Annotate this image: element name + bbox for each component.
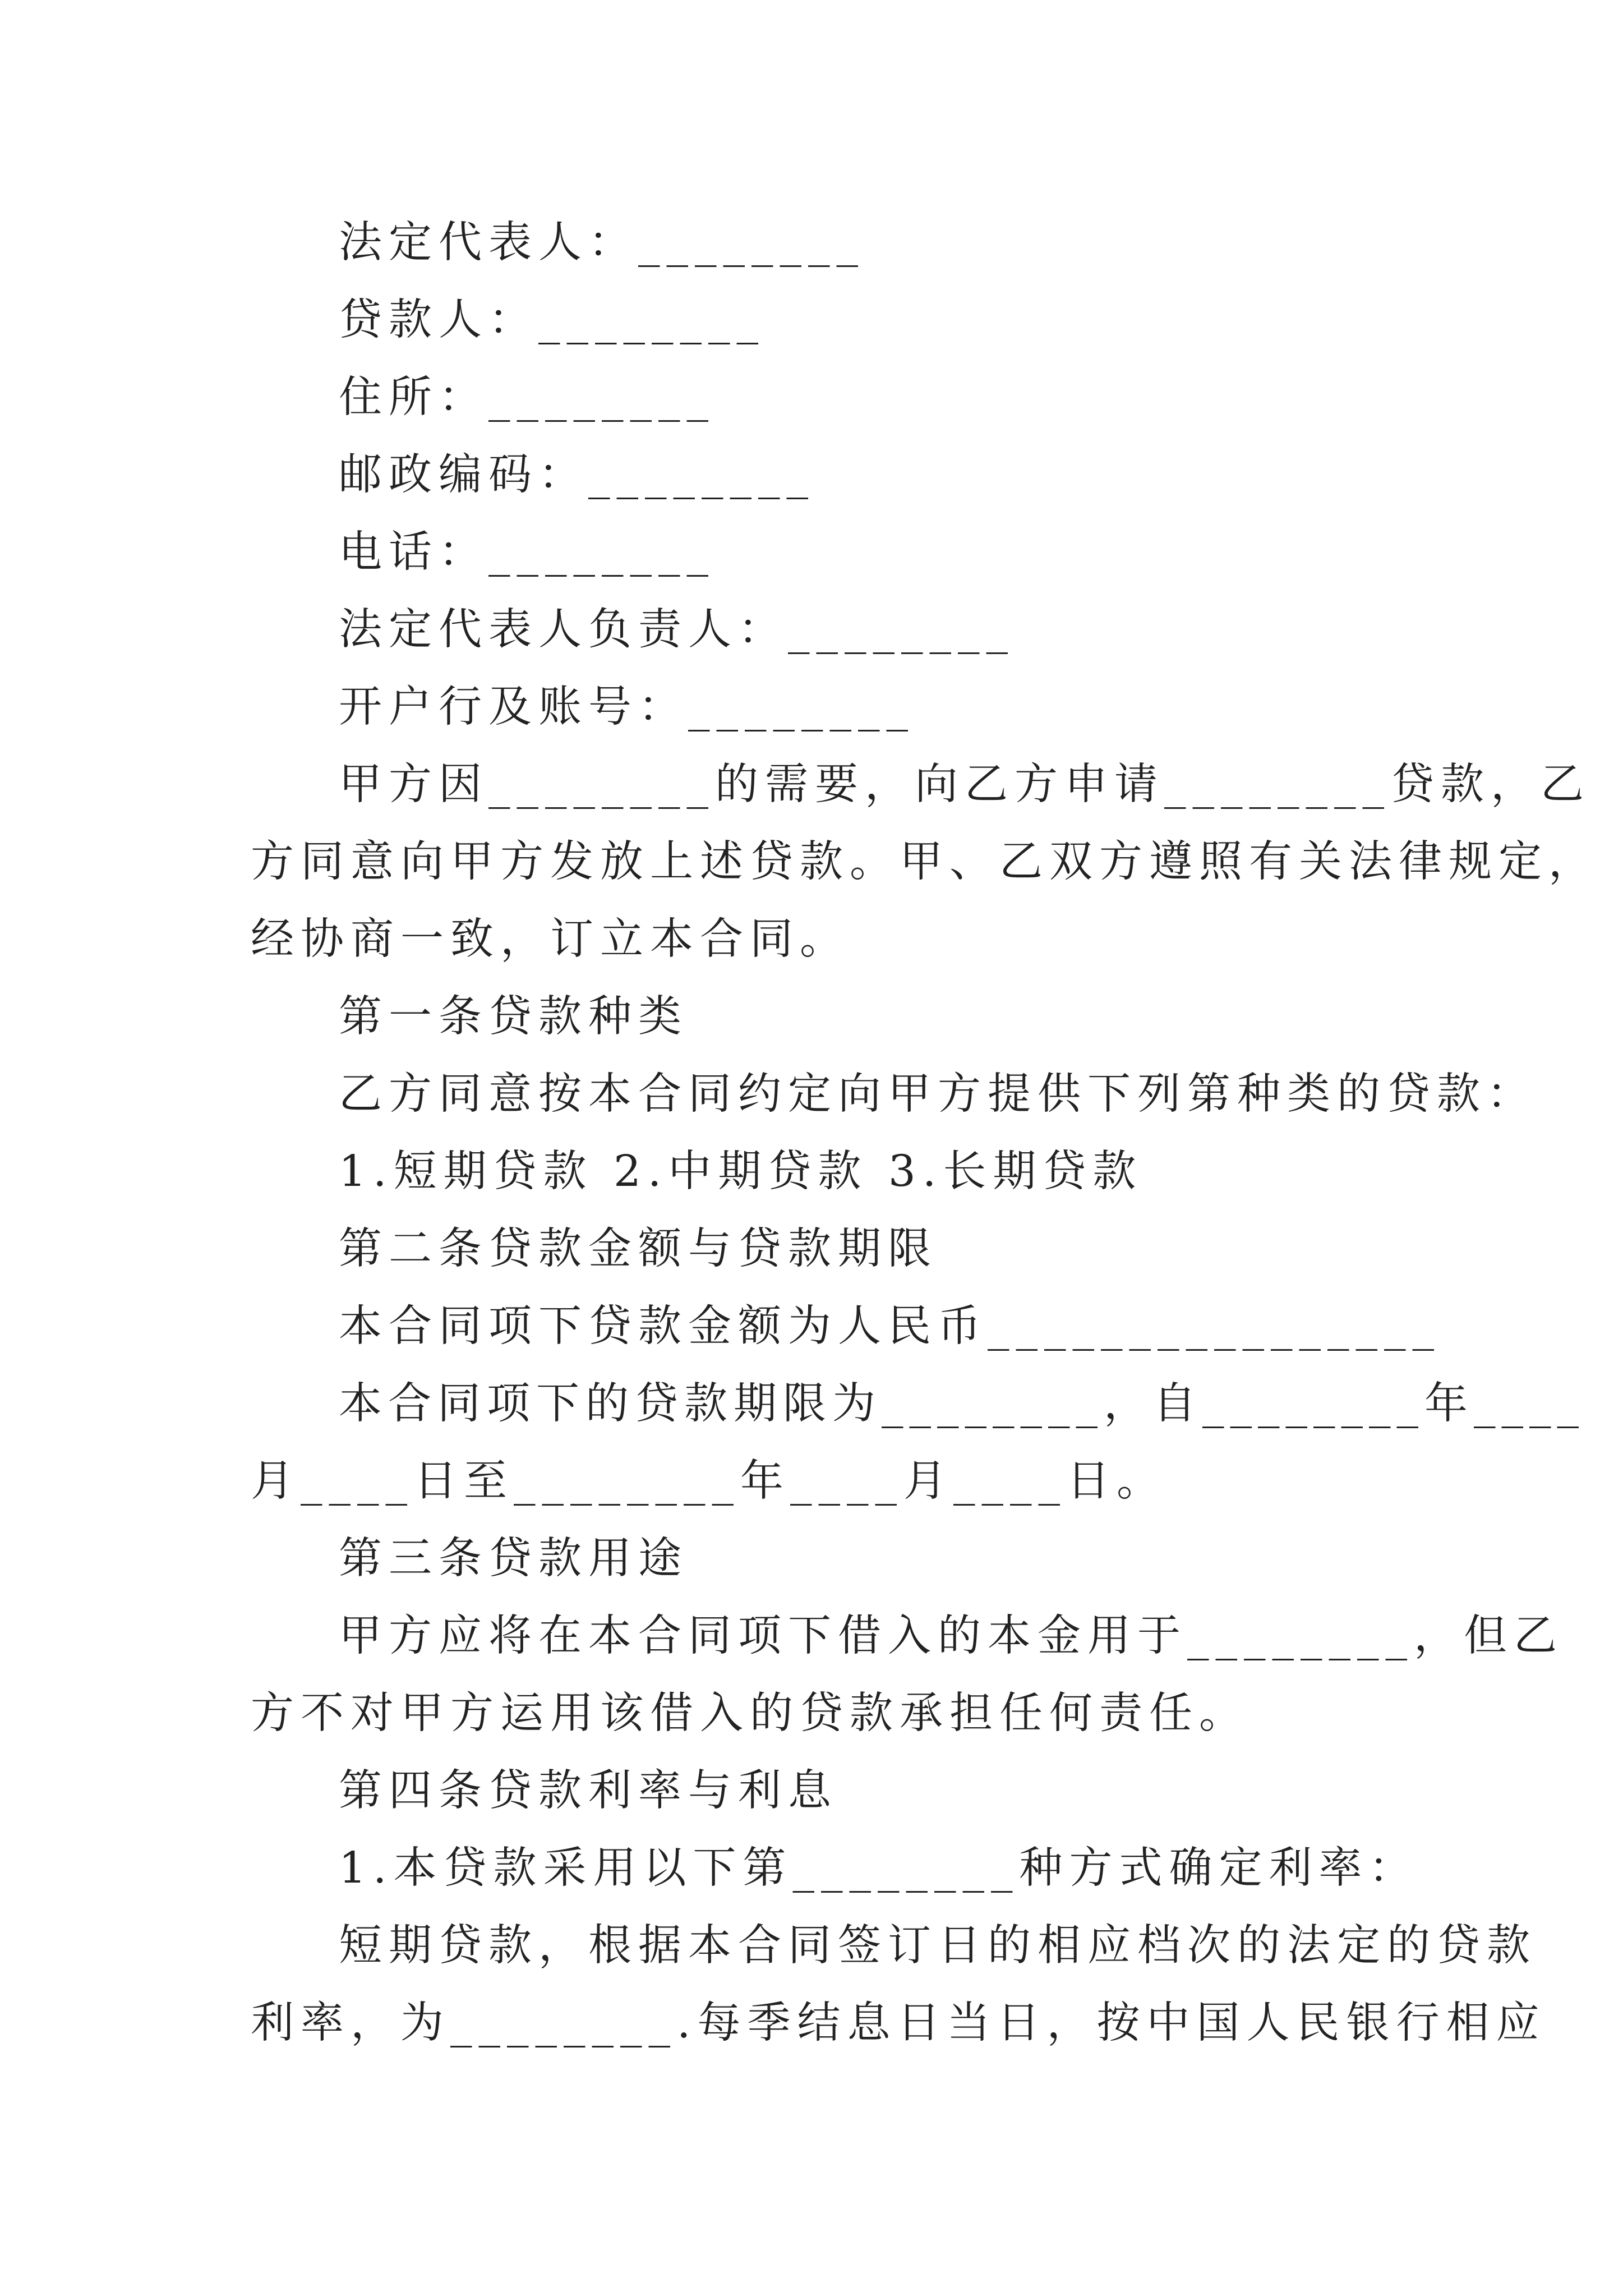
loan-type-options: 1.短期贷款 2.中期贷款 3.长期贷款 [339,1147,1143,1197]
article-2-heading: 第二条贷款金额与贷款期限 [339,1224,938,1274]
short-term-rate-line-2: 利率，为________.每季结息日当日，按中国人民银行相应 [251,1998,1546,2048]
article-4-heading: 第四条贷款利率与利息 [339,1766,838,1816]
article-1-heading: 第一条贷款种类 [339,992,688,1042]
loan-term-line-2: 月____日至________年____月____日。 [251,1456,1166,1506]
article-3-heading: 第三条贷款用途 [339,1534,688,1584]
legal-representative-field: 法定代表人：________ [339,218,865,268]
short-term-rate-line-1: 短期贷款，根据本合同签订日的相应档次的法定的贷款 [339,1921,1537,1971]
bank-account-field: 开户行及账号：________ [339,682,915,732]
preamble-line-2: 方同意向甲方发放上述贷款。甲、乙双方遵照有关法律规定， [251,837,1598,887]
interest-method-line: 1.本贷款采用以下第________种方式确定利率： [339,1843,1419,1893]
preamble-line-1: 甲方因________的需要，向乙方申请________贷款，乙 [339,760,1590,809]
phone-field: 电话：________ [339,527,715,577]
article-1-text: 乙方同意按本合同约定向甲方提供下列第种类的贷款： [339,1069,1537,1119]
preamble-line-3: 经协商一致，订立本合同。 [251,914,850,964]
loan-amount-line: 本合同项下贷款金额为人民币________________ [339,1301,1441,1351]
loan-purpose-line-2: 方不对甲方运用该借入的贷款承担任何责任。 [251,1688,1249,1738]
loan-term-line-1: 本合同项下的贷款期限为________，自________年____ [339,1379,1585,1429]
postal-code-field: 邮政编码：________ [339,450,815,500]
loan-purpose-line-1: 甲方应将在本合同项下借入的本金用于________，但乙 [339,1611,1564,1661]
address-field: 住所：________ [339,372,715,422]
lender-field: 贷款人：________ [339,295,765,345]
representative-in-charge-field: 法定代表人负责人：________ [339,605,1015,655]
